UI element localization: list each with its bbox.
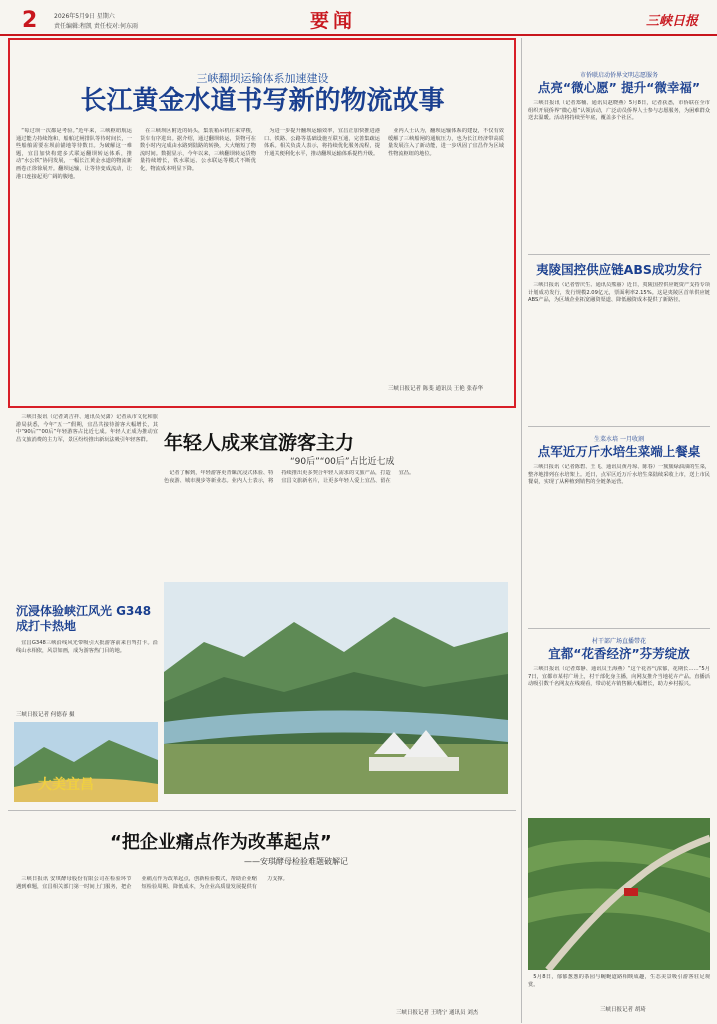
bottom-divider: [8, 810, 516, 811]
newspaper-logo: 三峡日报: [646, 14, 699, 29]
right-body-3-text: 三峡日报讯（记者陈碧、王飞、通讯员黄丹琼、陈春）一簇簇绿油油的生菜，整齐地排列在水培架上。近日，点军区近万斤水培生菜陆续采收上市，送上市民餐桌，实现了从种植到销售的全链条运营。: [528, 464, 710, 486]
feature-body: [164, 470, 508, 582]
sidebar-headline: 沉浸体验峡江风光 G348成打卡热地: [16, 604, 152, 633]
right-headline-4: 宜都“花香经济”芬芳绽放: [548, 646, 690, 661]
lead-col4-text: 业内人士认为，翻坝运输体系的建设，不仅有效缓解了三峡船闸的通航压力，也为长江经济带高质量发展注入了新动能，进一步巩固了宜昌作为区域性物流枢纽的地位。: [388, 128, 504, 157]
sidebar-art-label: 大美宜昌: [38, 777, 94, 793]
issue-date: 2026年5月9日 星期六: [54, 13, 115, 20]
sidebar-byline: 三峡日报记者 何德春 摄: [16, 712, 75, 718]
right-divider-3: [528, 628, 710, 629]
lead-column-3: [264, 128, 380, 396]
right-kicker-4: 村干部广场直播带花: [591, 638, 646, 645]
tea-garden-photo: [528, 818, 710, 970]
bottom-headline: “把企业痛点作为改革起点”: [110, 832, 332, 853]
right-body-1-text: 三峡日报讯（记者郑楠、通讯员赵晓燕）5月8日，记者获悉，市侨联在全市组织开展侨界“微心愿”认领活动，广泛动员侨界人士参与志愿服务，为困难群众送去温暖。活动将持续至年底，覆盖多个社区。: [528, 100, 710, 122]
right-headline-3: 点军近万斤水培生菜端上餐桌: [537, 444, 701, 459]
tea-garden-byline: 三峡日报记者 胡琦: [600, 1007, 646, 1013]
bottom-byline: 三峡日报记者 王晓宁 通讯员 刘杰: [396, 1010, 479, 1016]
sidebar-body-text: 宜昌G348三峡沿线风光带吸引大批游客前来自驾打卡。沿线山水相依，风景如画，成为游客热门目的地。: [16, 640, 158, 654]
feature-subhead: “90后”“00后”占比近七成: [290, 457, 395, 467]
section-title: 要闻: [310, 10, 357, 32]
right-body-3: [528, 464, 710, 624]
sidebar-body: [16, 640, 158, 704]
right-headline-1: 点亮“微心愿” 提升“微幸福”: [537, 80, 701, 95]
bottom-subhead: ——安琪酵母检验难题破解记: [244, 857, 348, 866]
column-divider: [521, 38, 522, 1023]
mountain-landscape-illustration: [164, 582, 508, 794]
feature-headline: 年轻人成来宜游客主力: [164, 432, 355, 454]
tea-garden-illustration: [528, 818, 710, 970]
right-divider-1: [528, 254, 710, 255]
right-divider-2: [528, 426, 710, 427]
lead-byline: 三峡日报记者 陈斐 通讯员 王艳 张春华: [388, 386, 483, 392]
lead-kicker: 三峡翻坝运输体系加速建设: [196, 72, 329, 85]
lead-col1-text: “每过坝一次都是考验。”近年来，三峡枢纽航运通过能力持续饱和，船舶过闸排队等待时间长，一些船舶需要在坝前锚地等待数日。为破解这一难题，宜昌加快构建多式联运翻坝转运体系，推动“水公铁”协同发展，一幅长江黄金水道的物流新画卷正徐徐展开。翻坝运输，让等待变成流动，让港口连接起更广阔的腹地。: [16, 128, 132, 180]
right-headline-2: 夷陵国控供应链ABS成功发行: [536, 262, 702, 277]
page-number: 2: [22, 8, 38, 33]
right-body-1: [528, 100, 710, 250]
right-body-4-text: 三峡日报讯（记者郑静、通讯员王海燕）“这个花香气浓郁，花期长……”5月7日，宜都市某村广场上，村干部化身主播，向网友推介当地花卉产品。直播活动吸引数千名网友在线观看，带动花卉销售额大幅增长，助力乡村振兴。: [528, 666, 710, 688]
lead-column-4: [388, 128, 504, 378]
right-kicker-3: 生菜水培 一月收割: [594, 436, 644, 443]
bottom-body-text: 三峡日报讯 安琪酵母股份有限公司在检验环节遇到难题，宜昌相关部门第一时间上门服务，把企业痛点作为改革起点，创新检验模式，帮助企业缩短检验周期、降低成本，为企业高质量发展提供有力支撑。: [16, 876, 288, 890]
tea-garden-caption-text: 5月8日，郁郁葱葱的茶园与蜿蜒道路相映成趣，生态美景吸引游客驻足观赏。: [528, 974, 710, 988]
tea-garden-caption: [528, 974, 710, 1002]
lead-column-1: [16, 128, 132, 396]
right-body-4: [528, 666, 710, 816]
feature-left-text-p: 三峡日报讯（记者刘吉祥、通讯员吴潇）记者从市文化和旅游局获悉，今年“五一”假期，宜昌共接待游客大幅增长，其中“90后”“00后”年轻游客占比近七成。年轻人正成为推动宜昌文旅消费的主力军，景区纷纷推出新玩法吸引年轻客群。: [16, 414, 158, 443]
lead-col2-text: 在三峡坝区附近的码头，集装箱吊机往来穿梭，货车有序进出。据介绍，通过翻坝转运，货物可在数小时内完成由水路到陆路的转换，大大缩短了物流时间。数据显示，今年以来，三峡翻坝转运货物量持续增长，铁水联运、公水联运等模式不断优化，物流成本明显下降。: [140, 128, 256, 172]
lead-column-2: [140, 128, 256, 396]
lead-headline: 长江黄金水道书写新的物流故事: [80, 86, 445, 116]
editor-credits: 责任编辑:程凯 责任校对:何东雨: [54, 23, 138, 30]
bottom-body: [16, 876, 508, 1006]
sidebar-art-image: [14, 722, 158, 802]
feature-body-text: 记者了解到，年轻游客更青睐沉浸式体验、特色夜游、城市漫步等新业态。业内人士表示，将持续推出更多契合年轻人需求的文旅产品，打造宜昌文旅新名片，让更多年轻人爱上宜昌、留在宜昌。: [164, 470, 415, 484]
right-body-2-text: 三峡日报讯（记者曾庆生、通讯员熊丽）近日，夷陵国控供应链资产支持专项计划成功发行，发行规模2.09亿元，票面利率2.15%。这是夷陵区首单供应链ABS产品，为区域企业拓宽融资渠道、降低融资成本提供了新路径。: [528, 282, 710, 304]
lead-col3-text: 为进一步提升翻坝运输效率，宜昌正加快推进港口、铁路、公路等基础设施互联互通，完善集疏运体系。相关负责人表示，将持续优化服务流程，提升通关便利化水平，推动翻坝运输体系提档升级。: [264, 128, 380, 157]
right-body-2: [528, 282, 710, 420]
feature-left-text: [16, 414, 158, 500]
scenic-photo: [164, 582, 508, 794]
right-kicker-1: 市侨联启动侨界文明志愿服务: [579, 72, 658, 79]
